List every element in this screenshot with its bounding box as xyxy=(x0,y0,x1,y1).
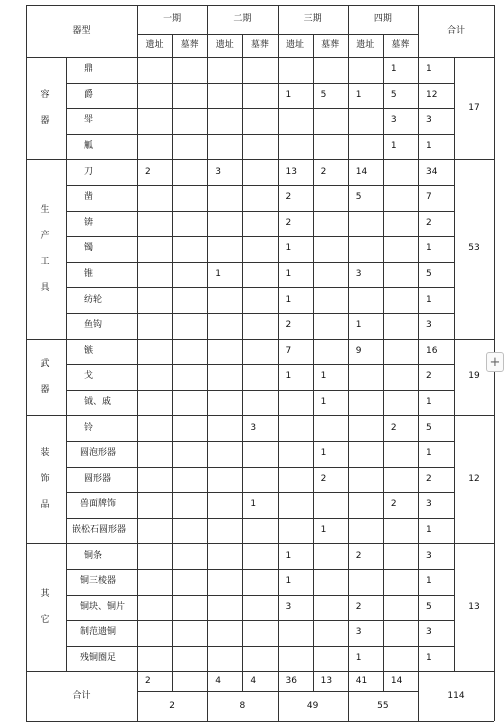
count-cell xyxy=(242,108,277,134)
period-total: 55 xyxy=(377,700,389,711)
count-cell xyxy=(172,492,207,518)
count-cell xyxy=(207,543,242,569)
count-cell: 1 xyxy=(285,269,292,280)
period-total: 2 xyxy=(169,700,175,711)
count-cell xyxy=(137,83,172,109)
count-cell xyxy=(207,569,242,595)
grand-total: 114 xyxy=(447,690,465,701)
tomb-header: 墓葬 xyxy=(180,40,199,50)
row-total: 5 xyxy=(426,601,432,612)
left-border xyxy=(26,5,27,721)
count-cell xyxy=(207,236,242,262)
count-cell: 7 xyxy=(285,345,292,356)
category-subtotal: 17 xyxy=(468,102,480,113)
item-type: 刀 xyxy=(84,166,94,177)
footer-sub-total: 4 xyxy=(215,675,221,686)
item-type: 嵌松石圆形器 xyxy=(72,525,127,536)
count-cell xyxy=(242,390,277,416)
count-cell xyxy=(137,134,172,160)
row-total: 3 xyxy=(426,115,432,126)
count-cell xyxy=(137,108,172,134)
count-cell xyxy=(172,57,207,83)
period-header: 三期 xyxy=(303,14,322,24)
count-cell xyxy=(137,57,172,83)
count-cell xyxy=(137,518,172,544)
count-cell: 1 xyxy=(285,89,292,100)
item-type: 铃 xyxy=(84,422,94,433)
count-cell xyxy=(242,287,277,313)
count-cell xyxy=(207,492,242,518)
count-cell xyxy=(242,467,277,493)
footer-sub-total: 2 xyxy=(145,675,151,686)
count-cell xyxy=(242,595,277,621)
count-cell xyxy=(383,390,418,416)
item-type: 爵 xyxy=(84,89,94,100)
count-cell xyxy=(348,134,383,160)
count-cell: 3 xyxy=(285,601,292,612)
count-cell xyxy=(207,441,242,467)
item-type: 觚 xyxy=(84,141,94,152)
site-header: 遗址 xyxy=(145,40,164,50)
total-header: 合计 xyxy=(446,25,465,36)
count-cell xyxy=(242,518,277,544)
count-cell xyxy=(207,211,242,237)
count-cell xyxy=(313,492,348,518)
count-cell xyxy=(137,595,172,621)
count-cell xyxy=(383,262,418,288)
footer-label: 合计 xyxy=(72,690,91,701)
period-total: 8 xyxy=(239,700,246,711)
count-cell xyxy=(313,646,348,672)
count-cell xyxy=(383,441,418,467)
item-type: 纺轮 xyxy=(84,294,103,305)
item-type: 锥 xyxy=(84,269,94,280)
count-cell xyxy=(207,57,242,83)
count-cell: 1 xyxy=(390,64,397,75)
row-total: 1 xyxy=(426,141,432,152)
count-cell xyxy=(313,185,348,211)
row-total: 1 xyxy=(426,576,432,587)
row-total: 1 xyxy=(426,294,432,305)
category-label: 生产工具 xyxy=(40,204,50,293)
count-cell xyxy=(172,159,207,185)
count-cell xyxy=(242,364,277,390)
count-cell xyxy=(137,287,172,313)
item-type: 残铜圈足 xyxy=(80,653,117,664)
count-cell xyxy=(207,620,242,646)
count-cell: 1 xyxy=(320,525,327,536)
count-cell xyxy=(172,390,207,416)
count-cell: 1 xyxy=(285,294,292,305)
item-type: 兽面牌饰 xyxy=(80,499,117,510)
count-cell: 3 xyxy=(355,269,362,280)
count-cell xyxy=(313,339,348,365)
period-header: 四期 xyxy=(373,14,392,24)
table-bottom-border xyxy=(26,721,494,722)
count-cell: 1 xyxy=(390,141,397,152)
count-cell xyxy=(172,415,207,441)
row-total: 12 xyxy=(426,89,438,100)
row-total: 16 xyxy=(426,345,438,356)
item-type: 铜块、铜片 xyxy=(80,601,126,612)
count-cell xyxy=(278,390,313,416)
item-type: 铜三棱器 xyxy=(80,576,117,587)
count-cell xyxy=(207,287,242,313)
row-total: 2 xyxy=(426,473,432,484)
count-cell xyxy=(242,57,277,83)
count-cell xyxy=(207,134,242,160)
count-cell xyxy=(278,441,313,467)
count-cell xyxy=(207,339,242,365)
row-total: 1 xyxy=(426,243,432,254)
count-cell xyxy=(383,159,418,185)
item-type: 锛 xyxy=(84,217,94,228)
count-cell xyxy=(172,595,207,621)
count-cell xyxy=(383,569,418,595)
row-total: 3 xyxy=(426,550,432,561)
footer-sub-total: 4 xyxy=(250,675,257,686)
count-cell xyxy=(172,543,207,569)
count-cell xyxy=(278,518,313,544)
count-cell xyxy=(348,569,383,595)
expand-button[interactable] xyxy=(486,352,504,372)
count-cell xyxy=(242,211,277,237)
count-cell xyxy=(207,518,242,544)
count-cell xyxy=(348,108,383,134)
count-cell xyxy=(137,211,172,237)
count-cell xyxy=(313,57,348,83)
count-cell: 2 xyxy=(320,166,327,177)
count-cell: 2 xyxy=(355,550,362,561)
count-cell xyxy=(348,441,383,467)
count-cell xyxy=(137,313,172,339)
count-cell xyxy=(207,415,242,441)
count-cell xyxy=(242,339,277,365)
count-cell xyxy=(172,185,207,211)
count-cell xyxy=(172,83,207,109)
item-type: 鼎 xyxy=(84,64,94,75)
count-cell xyxy=(278,108,313,134)
count-cell xyxy=(383,339,418,365)
count-cell xyxy=(207,108,242,134)
count-cell: 1 xyxy=(250,499,257,510)
count-cell xyxy=(278,134,313,160)
count-cell xyxy=(172,211,207,237)
category-subtotal: 13 xyxy=(468,601,480,612)
row-total: 1 xyxy=(426,653,432,664)
item-type: 镞 xyxy=(84,345,94,356)
count-cell xyxy=(207,646,242,672)
category-label: 容器 xyxy=(40,90,50,127)
category-label: 武器 xyxy=(40,358,50,395)
count-cell xyxy=(383,236,418,262)
count-cell: 2 xyxy=(285,192,292,203)
count-cell xyxy=(313,236,348,262)
type-header: 器型 xyxy=(72,25,91,36)
count-cell xyxy=(137,620,172,646)
count-cell xyxy=(242,620,277,646)
count-cell xyxy=(348,236,383,262)
row-total: 34 xyxy=(426,166,438,177)
count-cell: 1 xyxy=(320,371,327,382)
count-cell xyxy=(172,108,207,134)
count-cell xyxy=(172,620,207,646)
count-cell: 2 xyxy=(145,166,151,177)
count-cell xyxy=(278,492,313,518)
count-cell xyxy=(242,646,277,672)
item-type: 钺、戚 xyxy=(84,397,112,408)
footer-sub-total: 41 xyxy=(355,675,368,686)
item-type: 圆泡形器 xyxy=(80,448,117,459)
count-cell xyxy=(313,595,348,621)
count-cell xyxy=(313,620,348,646)
count-cell xyxy=(137,262,172,288)
item-type: 斝 xyxy=(84,115,94,126)
count-cell xyxy=(207,595,242,621)
row-total: 3 xyxy=(426,320,432,331)
count-cell: 2 xyxy=(390,422,397,433)
count-cell xyxy=(383,364,418,390)
item-type: 铜条 xyxy=(84,550,103,561)
count-cell xyxy=(313,134,348,160)
item-type: 凿 xyxy=(84,192,94,203)
count-cell xyxy=(348,211,383,237)
count-cell: 1 xyxy=(285,576,292,587)
count-cell xyxy=(137,646,172,672)
count-cell xyxy=(207,313,242,339)
count-cell xyxy=(242,441,277,467)
period-total: 49 xyxy=(306,700,319,711)
count-cell xyxy=(278,57,313,83)
count-cell xyxy=(172,646,207,672)
count-cell xyxy=(383,595,418,621)
site-header: 遗址 xyxy=(356,40,375,50)
count-cell xyxy=(207,467,242,493)
row-total: 5 xyxy=(426,269,432,280)
count-cell xyxy=(172,287,207,313)
item-type: 鱼钩 xyxy=(84,320,103,331)
row-total: 5 xyxy=(426,422,432,433)
count-cell xyxy=(137,185,172,211)
count-cell: 1 xyxy=(215,269,221,280)
count-cell: 1 xyxy=(285,243,292,254)
count-cell: 3 xyxy=(390,115,397,126)
count-cell xyxy=(383,467,418,493)
count-cell: 14 xyxy=(355,166,368,177)
count-cell: 1 xyxy=(285,371,292,382)
count-cell xyxy=(242,313,277,339)
count-cell: 1 xyxy=(355,653,362,664)
count-cell: 5 xyxy=(390,89,397,100)
item-type: 戈 xyxy=(84,371,94,382)
footer-sub-total xyxy=(172,671,207,691)
count-cell xyxy=(383,211,418,237)
count-cell: 1 xyxy=(285,550,292,561)
count-cell xyxy=(137,543,172,569)
count-cell: 1 xyxy=(355,89,362,100)
period-header: 一期 xyxy=(163,14,182,24)
count-cell xyxy=(313,569,348,595)
count-cell xyxy=(172,441,207,467)
row-total: 2 xyxy=(426,371,432,382)
count-cell: 2 xyxy=(285,320,292,331)
count-cell: 5 xyxy=(320,89,327,100)
count-cell xyxy=(242,543,277,569)
item-type: 圆形器 xyxy=(84,473,112,484)
footer-sub-total: 14 xyxy=(390,675,403,686)
count-cell xyxy=(137,441,172,467)
count-cell xyxy=(313,313,348,339)
count-cell xyxy=(137,569,172,595)
count-cell xyxy=(383,287,418,313)
footer-sub-total: 13 xyxy=(320,675,333,686)
row-total: 3 xyxy=(426,499,432,510)
site-header: 遗址 xyxy=(215,40,234,50)
count-cell xyxy=(137,390,172,416)
count-cell xyxy=(207,390,242,416)
count-cell xyxy=(172,569,207,595)
count-cell: 3 xyxy=(215,166,221,177)
row-total: 2 xyxy=(426,217,432,228)
plus-icon: + xyxy=(489,354,501,370)
count-cell xyxy=(137,415,172,441)
count-cell xyxy=(242,134,277,160)
count-cell: 9 xyxy=(355,345,362,356)
count-cell xyxy=(172,364,207,390)
count-cell: 2 xyxy=(355,601,362,612)
count-cell xyxy=(313,108,348,134)
item-type: 镯 xyxy=(84,243,94,254)
count-cell xyxy=(348,364,383,390)
count-cell xyxy=(383,185,418,211)
count-cell xyxy=(207,364,242,390)
count-cell xyxy=(383,543,418,569)
count-cell: 2 xyxy=(390,499,397,510)
count-cell: 1 xyxy=(320,448,327,459)
category-subtotal: 19 xyxy=(468,371,480,382)
count-cell: 3 xyxy=(250,422,257,433)
count-cell xyxy=(242,185,277,211)
count-cell xyxy=(348,492,383,518)
count-cell xyxy=(348,390,383,416)
count-cell xyxy=(383,518,418,544)
row-total: 1 xyxy=(426,64,432,75)
count-cell xyxy=(242,83,277,109)
row-total: 3 xyxy=(426,627,432,638)
count-cell xyxy=(383,313,418,339)
count-cell xyxy=(172,134,207,160)
row-total: 7 xyxy=(426,192,432,203)
count-cell xyxy=(242,262,277,288)
count-cell xyxy=(242,236,277,262)
count-cell xyxy=(137,364,172,390)
count-cell xyxy=(313,287,348,313)
count-cell xyxy=(348,57,383,83)
tomb-header: 墓葬 xyxy=(250,40,269,50)
count-cell xyxy=(313,211,348,237)
count-cell xyxy=(348,467,383,493)
count-cell xyxy=(313,415,348,441)
count-cell xyxy=(348,415,383,441)
count-cell: 5 xyxy=(355,192,362,203)
row-total: 1 xyxy=(426,397,432,408)
site-header: 遗址 xyxy=(286,40,305,50)
count-cell xyxy=(383,646,418,672)
count-cell xyxy=(172,339,207,365)
count-cell xyxy=(278,646,313,672)
count-cell: 13 xyxy=(285,166,297,177)
category-label: 其它 xyxy=(40,589,50,626)
count-cell xyxy=(278,415,313,441)
count-cell xyxy=(242,569,277,595)
count-cell xyxy=(137,339,172,365)
count-cell xyxy=(242,159,277,185)
count-cell xyxy=(278,620,313,646)
count-cell xyxy=(313,543,348,569)
count-cell xyxy=(348,287,383,313)
tomb-header: 墓葬 xyxy=(391,40,410,50)
count-cell xyxy=(172,518,207,544)
count-cell: 2 xyxy=(285,217,292,228)
count-cell xyxy=(348,518,383,544)
count-cell xyxy=(137,467,172,493)
count-cell xyxy=(172,236,207,262)
count-cell xyxy=(278,467,313,493)
count-cell: 1 xyxy=(355,320,362,331)
period-header: 二期 xyxy=(233,14,252,24)
count-cell xyxy=(383,620,418,646)
count-cell xyxy=(172,262,207,288)
category-label: 装饰品 xyxy=(40,448,50,511)
count-cell xyxy=(137,492,172,518)
count-cell xyxy=(137,236,172,262)
count-cell: 2 xyxy=(320,473,327,484)
footer-sub-total: 36 xyxy=(285,675,297,686)
count-cell xyxy=(313,262,348,288)
count-cell xyxy=(172,467,207,493)
category-subtotal: 53 xyxy=(468,243,480,254)
count-cell xyxy=(207,185,242,211)
category-subtotal: 12 xyxy=(468,473,480,484)
count-cell xyxy=(172,313,207,339)
item-type: 制范遗铜 xyxy=(80,627,117,638)
count-cell xyxy=(207,83,242,109)
count-cell: 3 xyxy=(355,627,362,638)
count-cell: 1 xyxy=(320,397,327,408)
tomb-header: 墓葬 xyxy=(321,40,340,50)
row-total: 1 xyxy=(426,448,432,459)
row-total: 1 xyxy=(426,525,432,536)
